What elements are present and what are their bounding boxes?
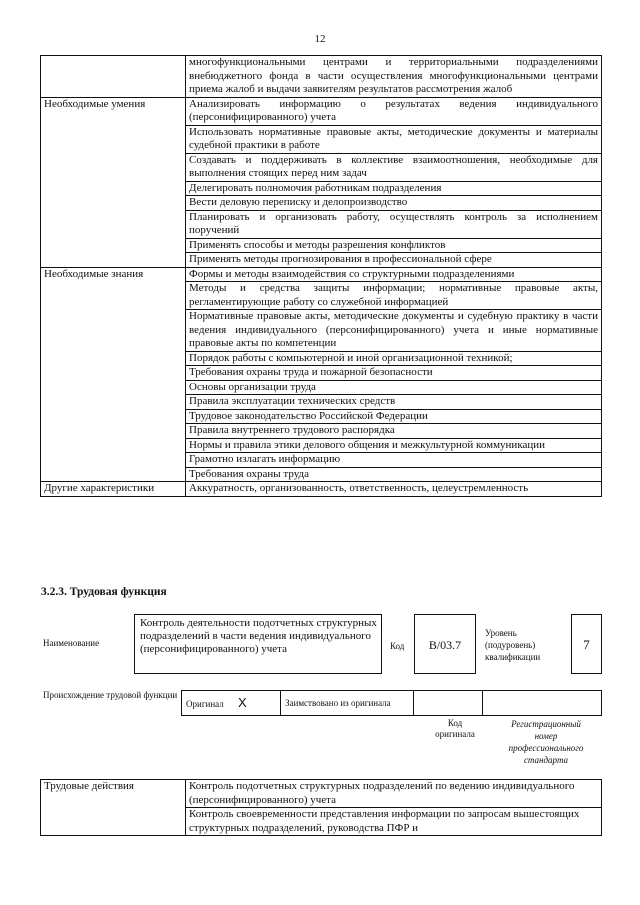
function-code-value: B/03.7 xyxy=(428,638,462,652)
requirement-item: многофункциональными центрами и территориальными подразделениями внебюджетного фонда в части осуществления многофункциональными центрами приема жалоб и выдачи заявителям результатов рассмотрения жалоб xyxy=(186,56,602,98)
requirement-item: Вести деловую переписку и делопроизводство xyxy=(186,196,602,211)
qualification-level-label xyxy=(485,627,540,663)
level-label-line-3: квалификации xyxy=(485,652,541,662)
original-cell xyxy=(182,691,281,716)
borrowed-cell xyxy=(281,691,414,716)
registration-number-cell xyxy=(483,691,602,716)
level-label-line-2: (подуровень) xyxy=(485,640,536,650)
row-group-label xyxy=(41,56,186,98)
level-label-line-1: Уровень xyxy=(485,628,517,638)
origin-table xyxy=(181,690,602,716)
requirement-item: Анализировать информацию о результатах ведения индивидуального (персонифицированного) учета xyxy=(186,97,602,125)
reg-caption-line-4: стандарта xyxy=(523,755,569,765)
row-group-label: Необходимые умения xyxy=(41,97,186,267)
requirement-item: Формы и методы взаимодействия со структурными подразделениями xyxy=(186,267,602,282)
row-group-label: Необходимые знания xyxy=(41,267,186,482)
reg-caption-line-1: Регистрационный xyxy=(511,719,581,729)
requirement-item: Применять методы прогнозирования в профессиональной сфере xyxy=(186,253,602,268)
page-number: 12 xyxy=(314,33,326,45)
original-label: Оригинал xyxy=(186,698,224,709)
requirement-item: Нормы и правила этики делового общения и межкультурной коммуникации xyxy=(186,438,602,453)
table-row xyxy=(41,97,602,125)
original-mark: X xyxy=(237,694,247,710)
requirement-item: Планировать и организовать работу, осуществлять контроль за исполнением поручений xyxy=(186,210,602,238)
borrowed-label: Заимствовано из оригинала xyxy=(285,697,391,708)
reg-caption-line-3: профессионального xyxy=(508,743,584,753)
labor-actions-label: Трудовые действия xyxy=(41,780,186,836)
requirement-item: Аккуратность, организованность, ответственность, целеустремленность xyxy=(186,482,602,497)
requirement-item: Основы организации труда xyxy=(186,380,602,395)
table-row xyxy=(41,267,602,282)
row-group-label: Другие характеристики xyxy=(41,482,186,497)
requirement-item: Правила внутреннего трудового распорядка xyxy=(186,424,602,439)
labor-action-item: Контроль подотчетных структурных подразделений по ведению индивидуального (персонифицированного) учета xyxy=(186,780,602,808)
table-row xyxy=(41,482,602,497)
requirement-item: Использовать нормативные правовые акты, методические документы и материалы судебной практики в работе xyxy=(186,125,602,153)
function-code-box xyxy=(414,614,476,674)
labor-action-item: Контроль своевременности представления информации по запросам вышестоящих структурных подразделений, руководства ПФР и xyxy=(186,808,602,836)
original-code-caption xyxy=(426,718,484,740)
requirements-table xyxy=(40,55,602,497)
requirement-item: Требования охраны труда и пожарной безопасности xyxy=(186,366,602,381)
code-caption-line-2: оригинала xyxy=(435,729,475,739)
code-caption-line-1: Код xyxy=(447,718,463,728)
requirement-item: Требования охраны труда xyxy=(186,467,602,482)
requirement-item: Порядок работы с компьютерной и иной организационной техникой; xyxy=(186,351,602,366)
registration-number-caption xyxy=(490,718,602,766)
name-label: Наименование xyxy=(43,638,100,648)
origin-label: Происхождение трудовой функции xyxy=(43,690,178,700)
requirement-item: Трудовое законодательство Российской Федерации xyxy=(186,409,602,424)
requirement-item: Делегировать полномочия работникам подразделения xyxy=(186,181,602,196)
qualification-level-box xyxy=(571,614,602,674)
requirement-item: Правила эксплуатации технических средств xyxy=(186,395,602,410)
code-label: Код xyxy=(390,641,405,651)
section-heading: 3.2.3. Трудовая функция xyxy=(41,586,167,598)
qualification-level-value: 7 xyxy=(583,637,590,652)
requirement-item: Нормативные правовые акты, методические документы и судебную практику в части ведения индивидуального (персонифицированного) учета и иные нормативные правовые акты по компетенции xyxy=(186,310,602,352)
original-code-cell xyxy=(414,691,483,716)
function-name-value: Контроль деятельности подотчетных структурных подразделений в части ведения индивидуального (персонифицированного) учета xyxy=(140,617,377,655)
function-name-box xyxy=(134,614,382,674)
table-row xyxy=(41,56,602,98)
requirement-item: Методы и средства защиты информации; нормативные правовые акты, регламентирующие работу со служебной информацией xyxy=(186,282,602,310)
requirement-item: Применять способы и методы разрешения конфликтов xyxy=(186,238,602,253)
reg-caption-line-2: номер xyxy=(534,731,558,741)
requirement-item: Создавать и поддерживать в коллективе взаимоотношения, необходимые для выполнения стоящих перед ним задач xyxy=(186,153,602,181)
requirement-item: Грамотно излагать информацию xyxy=(186,453,602,468)
labor-actions-table xyxy=(40,779,602,836)
